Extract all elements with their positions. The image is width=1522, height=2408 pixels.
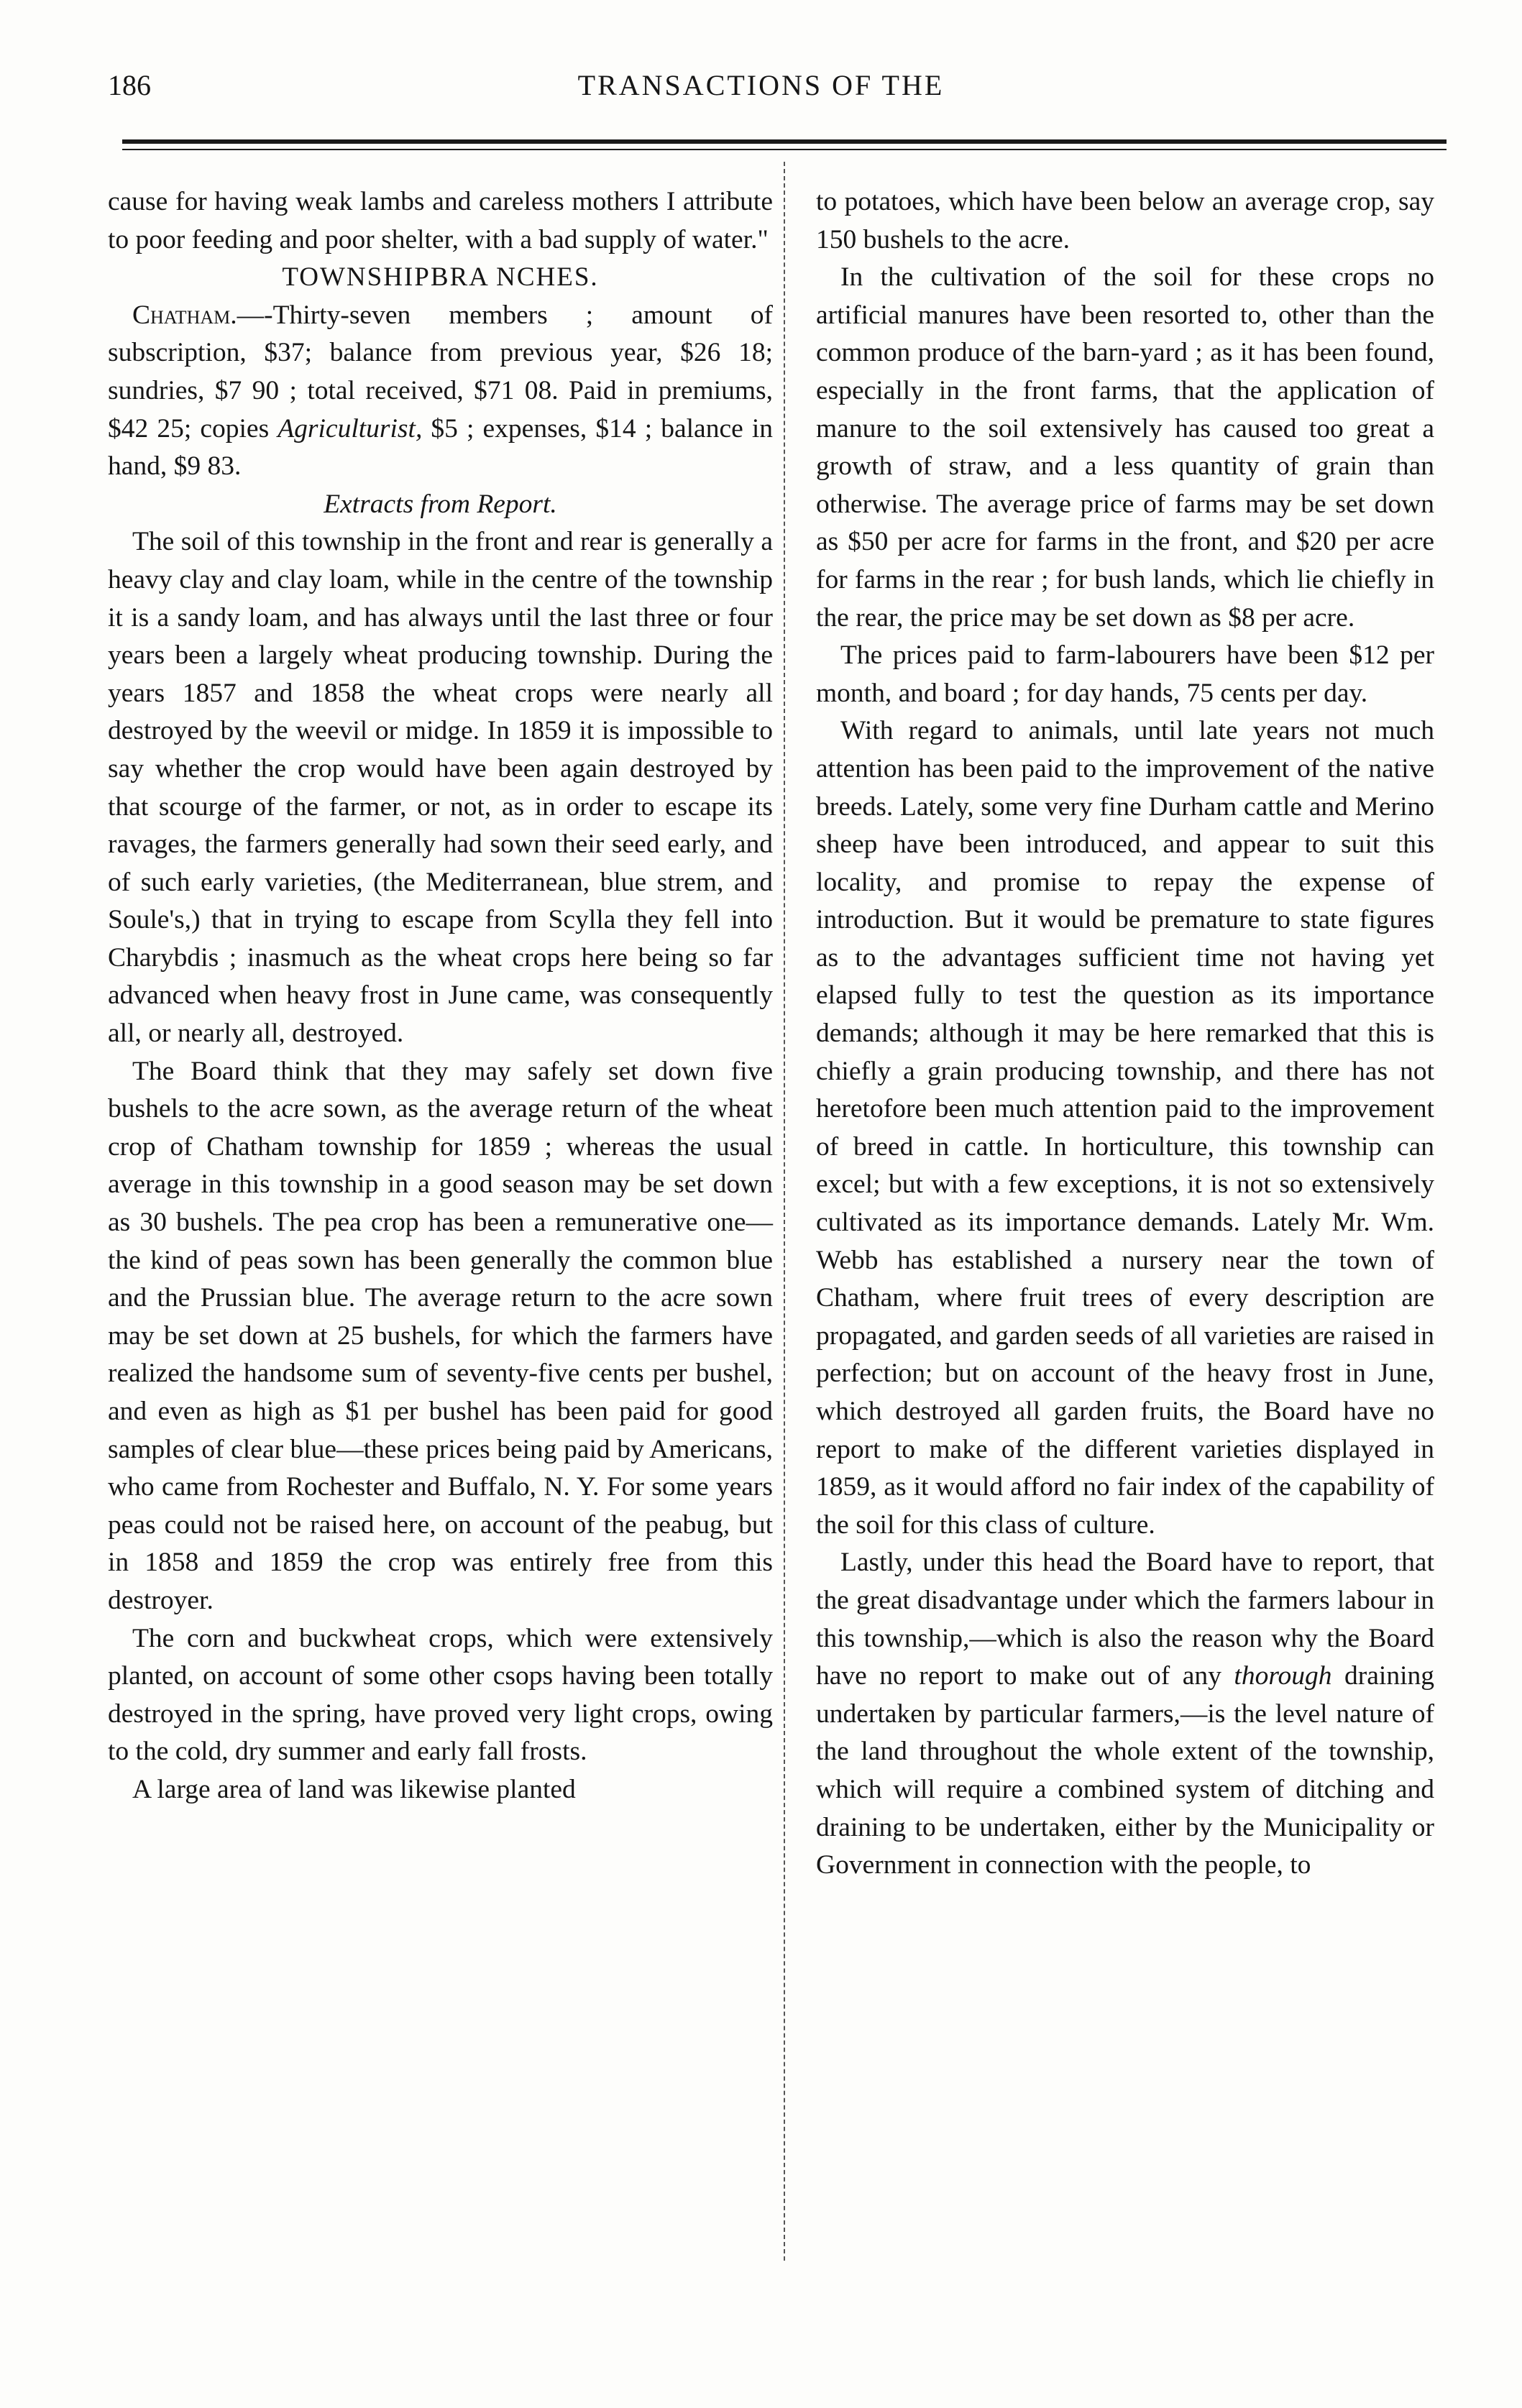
drainage-paragraph [816, 1544, 1434, 1884]
corn-buckwheat-paragraph: The corn and buckwheat crops, which were extensively planted, on account of some other csops having been totally destroyed in the spring, have proved very light crops, owing to the cold, dry summer and early fall frosts. [108, 1623, 773, 1767]
header-rule-thick [122, 139, 1447, 144]
page-number: 186 [108, 69, 151, 101]
quote-ending-paragraph: cause for having weak lambs and careless mothers I attribute to poor feeding and poor shelter, with a bad supply of water." [108, 187, 773, 254]
column-divider [784, 162, 785, 2261]
drainage-text-b: draining undertaken by particular farmers,—is the level nature of the land throughout the whole extent of the township, which will require a combined system of ditching and draining to be undertaken, either by the Municipality or Government in connection with the people, to [816, 1661, 1434, 1880]
land-planted-paragraph: A large area of land was likewise planted [132, 1774, 576, 1804]
potatoes-paragraph: to potatoes, which have been below an average crop, say 150 bushels to the acre. [816, 187, 1434, 254]
labour-prices-paragraph: The prices paid to farm-labourers have been $12 per month, and board ; for day hands, 75 cents per day. [816, 640, 1434, 708]
animals-horticulture-paragraph: With regard to animals, until late years not much attention has been paid to the improvement of the native breeds. Lately, some very fine Durham cattle and Merino sheep have been introduced, and appear to suit this locality, and promise to repay the expense of introduction. But it would be premature to state figures as to the advantages sufficient time not having yet elapsed fully to test the question as its importance demands; although it may be here remarked that this is chiefly a grain producing township, and there has not heretofore been much attention paid to the improvement of breed in cattle. In horticulture, this township can excel; but with a few exceptions, it is not so extensively cultivated as its importance demands. Lately Mr. Wm. Webb has established a nursery near the town of Chatham, where fruit trees of every description are propagated, and garden seeds of all varieties are raised in perfection; but on account of the heavy frost in June, which destroyed all garden fruits, the Board have no report to make of the different varieties displayed in 1859, as it would afford no fair index of the capability of the soil for this class of culture. [816, 716, 1434, 1540]
soil-paragraph: The soil of this township in the front and rear is generally a heavy clay and clay loam, while in the centre of the township it is a sandy loam, and has always until the last three or four years been a largely wheat producing township. During the years 1857 and 1858 the wheat crops were nearly all destroyed by the weevil or midge. In 1859 it is impossible to say whether the crop would have been again destroyed by that scourge of the farmer, or not, as in order to escape its ravages, the farmers generally had sown their seed early, and of such early varieties, (the Mediterranean, blue strem, and Soule's,) that in trying to escape from Scylla they fell into Charybdis ; inasmuch as the wheat crops here being so far advanced when heavy frost in June came, was consequently all, or nearly all, destroyed. [108, 527, 773, 1049]
section-heading: TOWNSHIPBRA NCHES. [282, 262, 599, 293]
chatham-stats-text-a: —-Thirty-seven members ; amount of subscription, $37; balance from previous year, $26 18; sundries, $7 90 ; total received, $71 08. Paid in premiums, $42 25; copies [108, 300, 773, 444]
report-subheading: Extracts from Report. [324, 489, 557, 519]
header-rule-thin [122, 149, 1447, 150]
drainage-text-a: Lastly, under this head the Board have to report, that the great disadvantage under which the farmers labour in this township,—which is also the reason why the Board have no report to make out of any [816, 1548, 1434, 1691]
running-head: TRANSACTIONS OF THE [577, 69, 945, 101]
chatham-statistics-paragraph [108, 297, 773, 486]
cultivation-paragraph: In the cultivation of the soil for these crops no artificial manures have been resorted to, other than the common produce of the barn-yard ; as it has been found, especially in the front farms, that the application of manure to the soil extensively has caused too great a growth of straw, and a less quantity of grain than otherwise. The average price of farms may be set down as $50 per acre for farms in the front, and $20 per acre for farms in the rear ; for bush lands, which lie chiefly in the rear, the price may be set down as $8 per acre. [816, 262, 1434, 633]
periodical-title: Agriculturist, [278, 413, 423, 444]
left-column [108, 183, 773, 1809]
drainage-italic-word: thorough [1234, 1661, 1332, 1691]
chatham-name: Chatham. [132, 300, 237, 330]
chatham-stats-text-b: $5 ; expenses, $14 ; balance in hand, $9 83. [108, 413, 773, 482]
board-wheat-peas-paragraph: The Board think that they may safely set down five bushels to the acre sown, as the average return of the wheat crop of Chatham township for 1859 ; whereas the usual average in this township in a good season may be set down as 30 bushels. The pea crop has been a remunerative one—the kind of peas sown has been generally the common blue and the Prussian blue. The average return to the acre sown may be set down at 25 bushels, for which the farmers have realized the handsome sum of seventy-five cents per bushel, and even as high as $1 per bushel has been paid for good samples of clear blue—these prices being paid by Americans, who came from Rochester and Buffalo, N. Y. For some years peas could not be raised here, on account of the peabug, but in 1858 and 1859 the crop was entirely free from this destroyer. [108, 1056, 773, 1615]
right-column [816, 183, 1434, 1885]
